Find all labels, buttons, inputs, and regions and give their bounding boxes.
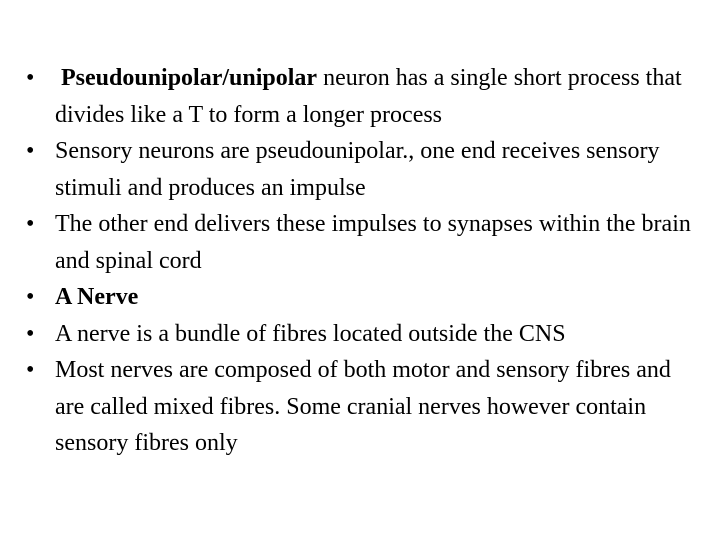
bullet-bold-term: Pseudounipolar/unipolar xyxy=(61,65,318,91)
bullet-text: A nerve is a bundle of fibres located outside the CNS xyxy=(55,320,566,347)
bullet-item-a-nerve-heading xyxy=(26,279,696,316)
bullet-bold-heading: A Nerve xyxy=(55,284,139,310)
bullet-item-other-end xyxy=(26,206,696,279)
bullet-icon: • xyxy=(26,284,35,310)
bullet-icon: • xyxy=(26,65,35,91)
bullet-icon: • xyxy=(26,320,35,347)
bullet-text: The other end delivers these impulses to synapses within the brain and spinal cord xyxy=(55,211,691,274)
bullet-text: Sensory neurons are pseudounipolar., one end receives sensory stimuli and produces an impulse xyxy=(55,138,660,201)
bullet-icon: • xyxy=(26,211,35,237)
bullet-icon: • xyxy=(26,357,35,383)
bullet-item-nerve-definition xyxy=(26,316,696,353)
bullet-text: Most nerves are composed of both motor and sensory fibres and are called mixed fibres. Some cranial nerves however contain sensory fibres only xyxy=(55,357,671,456)
bullet-text: neuron has a single short process that divides like a T to form a longer process xyxy=(55,65,682,128)
bullet-list xyxy=(26,60,696,462)
bullet-item-mixed-fibres xyxy=(26,352,696,462)
bullet-icon: • xyxy=(26,138,35,164)
bullet-item-pseudounipolar xyxy=(26,60,696,133)
bullet-item-sensory-neurons xyxy=(26,133,696,206)
